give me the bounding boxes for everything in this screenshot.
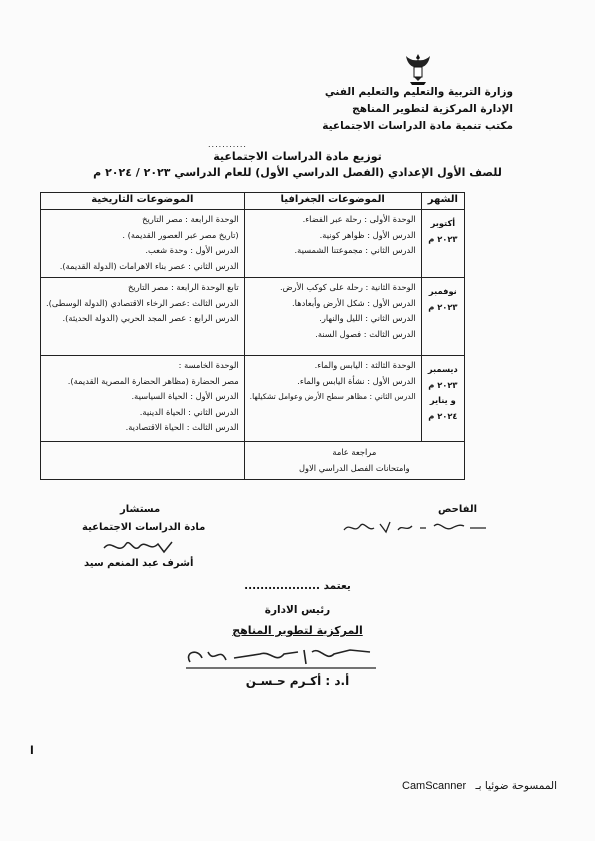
review-row <box>41 442 465 480</box>
geo-line: الوحدة الأولى : رحلة عبر الفضاء. <box>302 214 416 224</box>
month-year: ٢٠٢٣ م <box>428 233 458 244</box>
month-name: نوفمبر <box>428 286 457 296</box>
hist-line: الوحدة الرابعة : مصر التاريخ <box>142 214 239 224</box>
month-year: ٢٠٢٣ م <box>428 379 458 390</box>
geo-line: الدرس الأول : ظواهر كونية. <box>319 229 416 240</box>
hist-cell <box>41 356 245 442</box>
month-name: و يناير <box>429 395 456 405</box>
hist-line: الدرس الثالث : الحياة الاقتصادية. <box>125 422 239 432</box>
geo-line: الدرس الثاني : مظاهر سطح الأرض وعوامل تشكيلها. <box>249 392 416 401</box>
review-cell <box>244 442 464 480</box>
advisor-signature <box>100 536 180 558</box>
hist-line: (تاريخ مصر عبر العصور القديمة) . <box>122 229 239 240</box>
examiner-label: الفاحص <box>438 504 477 515</box>
scanner-prefix: الممسوحة ضوئيا بـ <box>475 780 558 792</box>
head-title: رئيس الادارة <box>264 604 331 616</box>
advisor-name: أشرف عبد المنعم سيد <box>84 558 194 569</box>
document-subtitle: للصف الأول الإعدادي (الفصل الدراسي الأول) للعام الدراسي ٢٠٢٣ / ٢٠٢٤ م <box>93 166 502 179</box>
scanner-watermark <box>402 780 557 792</box>
approval-label: يعتمد ................... <box>244 580 351 592</box>
advisor-subject: مادة الدراسات الاجتماعية <box>82 522 206 533</box>
month-year: ٢٠٢٤ م <box>428 410 458 421</box>
geo-line: الدرس الثاني : الليل والنهار. <box>319 313 416 323</box>
hist-cell <box>41 278 245 356</box>
department-name: الإدارة المركزية لتطوير المناهج <box>352 103 513 115</box>
geo-line: الدرس الثاني : مجموعتنا الشمسية. <box>294 245 416 255</box>
head-department: المركزية لتطوير المناهج <box>232 624 363 637</box>
geo-line: الدرس الأول : نشأة اليابس والماء. <box>297 375 416 386</box>
distribution-table <box>40 192 465 480</box>
head-name: أ.د : أكـرم حـسـن <box>245 674 350 688</box>
ministry-header <box>253 84 513 135</box>
geo-line: الوحدة الثالثة : اليابس والماء. <box>314 360 416 370</box>
hist-line: الوحدة الخامسة : <box>178 360 239 370</box>
month-cell <box>421 278 464 356</box>
hist-line: الدرس الرابع : عصر المجد الحربي (الدولة الحديثة). <box>62 313 239 323</box>
hist-line: الدرس الثالث :عصر الرخاء الاقتصادي (الدولة الوسطى). <box>46 297 239 308</box>
head-signature <box>180 642 380 672</box>
examiner-signature <box>340 516 490 538</box>
month-cell <box>421 210 464 278</box>
month-name: ديسمبر <box>427 364 458 374</box>
geo-cell <box>244 278 421 356</box>
review-line: وامتحانات الفصل الدراسي الاول <box>299 462 410 473</box>
hist-line: الدرس الأول : الحياة السياسية. <box>131 391 239 401</box>
month-header: الشهر <box>421 193 464 210</box>
advisor-title: مستشار <box>120 504 161 515</box>
ministry-name: وزارة التربية والتعليم والتعليم الفني <box>324 86 513 98</box>
hist-line: الدرس الثاني : عصر بناء الاهرامات (الدولة القديمة). <box>59 260 239 271</box>
review-empty-cell <box>41 442 245 480</box>
hist-line: الدرس الأول : وحدة شعب. <box>145 245 239 255</box>
hist-line: تابع الوحدة الرابعة : مصر التاريخ <box>127 282 239 292</box>
document-title: توزيع مادة الدراسات الاجتماعية <box>213 150 382 163</box>
month-cell <box>421 356 464 442</box>
geo-cell <box>244 356 421 442</box>
hist-header: الموضوعات التاريخية <box>41 193 245 210</box>
table-row <box>41 356 465 442</box>
hist-line: مصر الحضارة (مظاهر الحضارة المصرية القديمة). <box>67 375 239 386</box>
table-row <box>41 278 465 356</box>
office-name: مكتب تنمية مادة الدراسات الاجتماعية <box>322 120 513 132</box>
hist-cell <box>41 210 245 278</box>
header-dots: ........... <box>208 140 247 149</box>
geo-line: الدرس الثالث : فصول السنة. <box>315 328 416 339</box>
geo-line: الدرس الأول : شكل الأرض وأبعادها. <box>292 297 416 308</box>
month-year: ٢٠٢٣ م <box>428 301 458 312</box>
hist-line: الدرس الثاني : الحياة الدينية. <box>139 406 239 417</box>
table-row <box>41 210 465 278</box>
geo-header: الموضوعات الجغرافيا <box>244 193 421 210</box>
margin-mark: ا <box>30 744 34 757</box>
table-header-row <box>41 193 465 210</box>
scanner-brand: CamScanner <box>402 780 467 792</box>
review-line: مراجعة عامة <box>332 447 377 457</box>
month-name: أكتوبر <box>430 218 456 228</box>
geo-line: الوحدة الثانية : رحلة على كوكب الأرض. <box>280 282 416 292</box>
geo-cell <box>244 210 421 278</box>
eagle-emblem-icon <box>404 52 432 86</box>
